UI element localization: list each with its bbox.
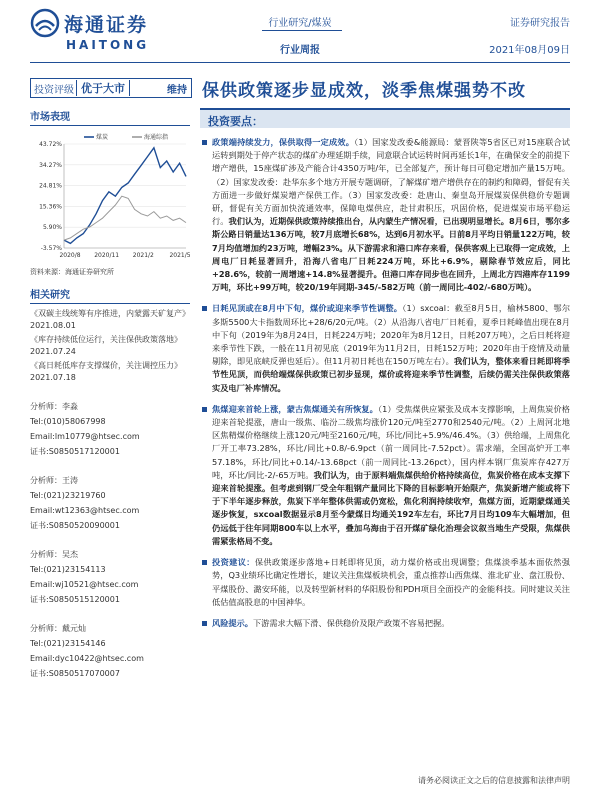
- key-point-lead: 日耗见顶或在8月中下旬，煤价或迎来季节性调整。: [212, 303, 403, 314]
- key-point-body: 保供政策逐步落地+日耗即将见顶，动力煤价格或出现调整；焦煤淡季基本面依然强势，Q3业绩环比确定性增长，建议关注焦煤板块机会，重点推荐山西焦煤、淮北矿业、盘江股份、平煤股份、潞安环能，以及转型新材料的华阳股份和PDH项目全面投产的金能科技。同时建议关注低估值高股息的中国神华。: [212, 557, 570, 607]
- analyst-card: [30, 473, 190, 533]
- key-point-conclusion: 我们认为，由于原料端焦煤供给价格持续高位，焦炭价格在成本支撑下迎来首轮提涨。但考虑到钢厂受全年粗钢产量同比下降的目标影响开始限产，焦炭新增产能或将下于下半年逐步释放，焦炭下半年整体供需或仍宽松，焦化利润持续收窄，焦煤方面，近期蒙煤通关逐步恢复，sxcoal数据显示8月至今蒙煤日均通关192车左右，环比7月日均109车大幅增加，但仍远低于往年同期800车以上水平，叠加乌海由于召开煤矿绿化治理会议叙当地生产受限，焦煤供需紧张格局不变。: [212, 469, 570, 546]
- key-point-conclusion: 我们认为，整体来看日耗即将季节性见顶，而供给端煤保供政策已初步显现，煤价或将迎来季节性调整，后续仍需关注保供政策落实及电厂补库情况。: [212, 356, 570, 393]
- analyst-tel: Tel:(021)23219760: [30, 491, 106, 500]
- key-point-conclusion: 我们认为，近期保供政策持续推出台，从内蒙生产情况看，已出现明显增长。8月6日，鄂尔多斯公路日销量达136万吨，较7月底增长68%，达到6月初水平。日前8月平均日销量122万吨，较7月均值增加约23万吨，增幅23%。从下游需求和港口库存来看，保供客观上已取得一定成效，上周电厂日耗显著回升，沿海八省电厂日耗224万吨，环比+6.9%，剔除春节效应后，同比+28.6%，较前一周增速+14.8%显著提升。但港口库存同步也在回升，上周北方四港库存1199万吨，环比+99万吨，较20/19年同期-345/-582万吨（前一周同比-402/-680万吨）。: [212, 216, 570, 293]
- header-divider: [262, 30, 342, 31]
- rating-box: [30, 78, 192, 98]
- related-item[interactable]: [30, 334, 190, 357]
- analyst-name: 分析师：李淼: [30, 402, 78, 411]
- header-right-block: [489, 14, 570, 56]
- analyst-tel: Tel:(021)23154146: [30, 639, 106, 648]
- analyst-card: [30, 621, 190, 681]
- report-header: [0, 0, 600, 66]
- chart-x-tick-label: 2020/8: [59, 252, 81, 259]
- header-category-block: [250, 14, 350, 56]
- key-point-body: （1）sxcoal：截至8月5日，榆林5800、鄂尔多斯5500大卡指数周环比+28/6/20元/吨。（2）从沿海八省电厂日耗看，夏季日耗峰值出现在8月中下旬（2019年为8月24日，日耗224万吨；2020年为8月12日，日耗207万吨），之后日耗将迎来季节性下跌，一般在11月初见底（2019年为11月2日，日耗152万吨；2020年由于疫情及动量剔除，即见底峡反弹也延后）。但11月初日耗也在150万吨左右）。: [212, 303, 571, 367]
- analyst-email[interactable]: Email:dyc10422@htsec.com: [30, 654, 144, 663]
- sidebar: [30, 108, 190, 695]
- chart-source: 资料来源：海通证券研究所: [30, 268, 114, 276]
- report-date: 2021年08月09日: [489, 45, 570, 56]
- key-point-lead: 焦煤迎来首轮上涨，蒙古焦煤通关有所恢复。: [212, 403, 378, 414]
- chart-y-tick-label: 24.81%: [39, 182, 62, 190]
- key-point-lead: 政策端持续发力，保供取得一定成效。: [212, 137, 355, 147]
- analyst-email[interactable]: Email:wt12363@htsec.com: [30, 506, 140, 515]
- key-point-lead: 投资建议：: [212, 557, 255, 568]
- report-label: 证券研究报告: [510, 18, 570, 29]
- key-point-lead: 风险提示。: [212, 617, 253, 628]
- key-point-paragraph: [200, 136, 570, 294]
- chart-series-line: [64, 148, 186, 244]
- analyst-cert: 证书:S0850515120001: [30, 595, 120, 604]
- related-title: 《高日耗低库存支撑煤价，关注调控压力》: [30, 361, 182, 370]
- chart-y-tick-label: -3.57%: [40, 245, 62, 252]
- report-category: 行业研究/煤炭: [268, 18, 332, 29]
- chart-y-tick-label: 43.72%: [39, 141, 62, 148]
- analyst-cert: 证书:S0850517120001: [30, 447, 120, 456]
- analyst-card: [30, 399, 190, 459]
- key-point-paragraph: [200, 302, 570, 394]
- market-chart-svg: [30, 130, 190, 265]
- rating-action: 维持: [167, 84, 187, 96]
- haitong-logo-icon: [30, 8, 60, 38]
- chart-x-tick-label: 2021/2: [132, 252, 154, 259]
- brand-name-cn: 海通证券: [64, 14, 149, 36]
- analyst-cert: 证书:S0850520090001: [30, 521, 120, 530]
- chart-legend-label: 煤炭: [96, 134, 109, 141]
- header-rule: [30, 62, 570, 63]
- related-list: [30, 308, 190, 383]
- chart-y-tick-label: 34.27%: [39, 161, 62, 169]
- risk-warning-paragraph: [200, 617, 570, 630]
- report-title: 保供政策逐步显成效，淡季焦煤强势不改: [202, 81, 526, 101]
- chart-y-tick-label: 5.90%: [42, 224, 62, 232]
- analyst-name: 分析师：吴杰: [30, 550, 78, 559]
- title-row: [30, 76, 570, 102]
- footer-disclaimer: 请务必阅读正文之后的信息披露和法律声明: [418, 776, 570, 785]
- analyst-tel: Tel:(021)23154113: [30, 565, 106, 574]
- related-date: 2021.07.24: [30, 347, 76, 356]
- rating-label: 投资评级: [34, 84, 74, 96]
- related-heading: 相关研究: [30, 286, 190, 304]
- report-type: 行业周报: [280, 45, 320, 56]
- analyst-name: 分析师：王涛: [30, 476, 78, 485]
- main-content: [200, 108, 570, 630]
- analyst-card: [30, 547, 190, 607]
- investment-advice-paragraph: [200, 556, 570, 609]
- analyst-email[interactable]: Email:lm10779@htsec.com: [30, 432, 140, 441]
- related-date: 2021.07.18: [30, 373, 76, 382]
- key-point-body: （1）国家发改委&能源局：蒙晋陕等5省区已对15座联合试运转到期处于停产状态的煤矿办理延期手续，同意联合试运转时间再延长1年，在确保安全的前提下增产增供，15座煤矿涉及产能合计4350万吨/年，已全部复产，预计每日可稳定增加产量15万吨。（2）国家发改委：赴华东多个地方开展专题调研，了解煤矿增产增供存在的制约和障碍，督促有关方面进一步做好煤炭增产保供工作。（3）国家发改委：赴唐山、秦皇岛开展煤炭保供稳价专题调研，督促有关方面加快流通效率，保障电煤供应，赴甘肃积压，巩固价格，促进煤炭市场平稳运行。: [212, 137, 570, 227]
- analyst-email[interactable]: Email:wj10521@htsec.com: [30, 580, 139, 589]
- chart-legend-label: 海通综指: [144, 134, 169, 141]
- market-chart: [30, 130, 190, 265]
- related-title: 《库存持续低位运行，关注保供政策落地》: [30, 335, 182, 344]
- related-title: 《双碳主线统筹有序推进，内蒙露天矿复产》: [30, 309, 190, 318]
- related-date: 2021.08.01: [30, 321, 76, 330]
- chart-y-tick-label: 15.36%: [39, 203, 62, 211]
- analyst-list: [30, 399, 190, 681]
- key-points-heading: 投资要点：: [200, 108, 570, 128]
- rating-value: 优于大市: [76, 80, 130, 96]
- key-point-paragraph: [200, 403, 570, 548]
- chart-x-tick-label: 2021/5: [169, 252, 190, 259]
- analyst-name: 分析师：戴元灿: [30, 624, 86, 633]
- related-item[interactable]: [30, 360, 190, 383]
- related-item[interactable]: [30, 308, 190, 331]
- chart-x-tick-label: 2020/11: [94, 252, 120, 259]
- market-heading: 市场表现: [30, 108, 190, 126]
- brand-name-en: HAITONG: [66, 38, 150, 52]
- key-point-body: （1）受焦煤供应紧张及成本支撑影响，上周焦炭价格迎来首轮提涨，唐山一级焦、临汾二级焦均涨价120元/吨至2770和2540元/吨。（2）上周河北地区焦精煤价格继续上涨120元/吨至2160元/吨，环比/同比+5.9%/46.4%。（3）供给端，上周焦化厂开工率73.28%，环比/同比+0.8/-6.9pct（前一周同比-7.52pct）。需求端，全国高炉开工率57.18%，环比/同比+0.14/-13.68pct（前一周同比-13.26pct），国内样本钢厂焦炭库存427万吨，环比/同比-2/-65万吨。: [212, 403, 570, 480]
- analyst-cert: 证书:S0850517070007: [30, 669, 120, 678]
- analyst-tel: Tel:(010)58067998: [30, 417, 106, 426]
- key-point-body: 下游需求大幅下滑、保供稳价及限产政策不容易把握。: [252, 617, 450, 628]
